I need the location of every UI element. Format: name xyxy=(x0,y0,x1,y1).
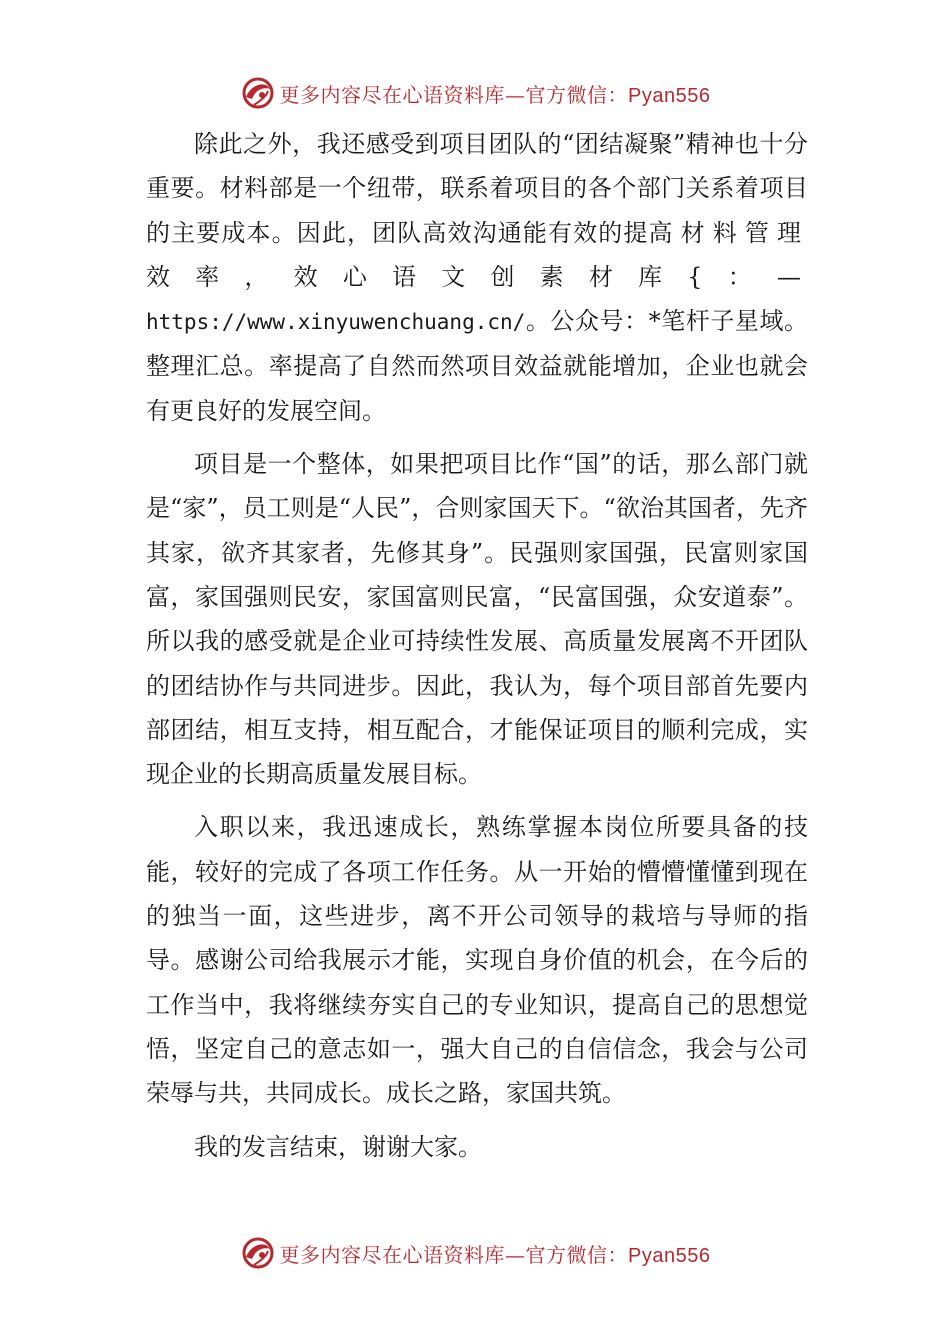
document-body xyxy=(146,122,808,1178)
paragraph-1 xyxy=(146,122,808,433)
paragraph-1-part4: 。公众号：*笔杆子星域。整理汇总。率提高了自然而然项目效益就能增加，企业也就会有更良好的发展空间。 xyxy=(146,307,808,425)
swirl-logo-icon xyxy=(240,1235,276,1271)
footer-banner-text: 更多内容尽在心语资料库—官方微信：Pyan556 xyxy=(279,1242,711,1267)
paragraph-1-part1: 除此之外，我还感受到项目团队的“团结凝聚”精神也十分重要。材料部是一个纽带，联系着项目的各个部门关系着项目的主要成本。因此，团队高效沟通能有效的提 xyxy=(146,130,808,247)
swirl-logo-icon xyxy=(240,75,276,111)
footer-banner xyxy=(0,1233,950,1273)
paragraph-2: 项目是一个整体，如果把项目比作“国”的话，那么部门就是“家”，员工则是“人民”，合则家国天下。“欲治其国者，先齐其家，欲齐其家者，先修其身”。民强则家国强，民富则家国富，家国强则民安，家国富则民富，“民富国强，众安道泰”。所以我的感受就是企业可持续性发展、高质量发展离不开团队的团结协作与共同进步。因此，我认为，每个项目部首先要内部团结，相互支持，相互配合，才能保证项目的顺利完成，实现企业的长期高质量发展目标。 xyxy=(146,450,808,789)
header-banner xyxy=(0,73,950,113)
footer-wechat-id: Pyan556 xyxy=(628,1244,711,1267)
paragraph-4: 我的发言结束，谢谢大家。 xyxy=(194,1132,482,1161)
paragraph-3: 入职以来，我迅速成长，熟练掌握本岗位所要具备的技能，较好的完成了各项工作任务。从一开始的懵懵懂懂到现在的独当一面，这些进步，离不开公司领导的栽培与导师的指导。感谢公司给我展示才能，实现自身价值的机会，在今后的工作当中，我将继续夯实自己的专业知识，提高自己的思想觉悟，坚定自己的意志如一，强大自己的自信信念，我会与公司荣辱与共，共同成长。成长之路，家国共筑。 xyxy=(146,813,808,1108)
header-wechat-id: Pyan556 xyxy=(628,84,711,107)
paragraph-1-part2: 高材料管理效率，效心语文创素材库{：— xyxy=(146,218,808,291)
header-banner-text: 更多内容尽在心语资料库—官方微信：Pyan556 xyxy=(279,82,711,107)
paragraph-1-url: https://www.xinyuwenchuang.cn/ xyxy=(146,310,526,335)
